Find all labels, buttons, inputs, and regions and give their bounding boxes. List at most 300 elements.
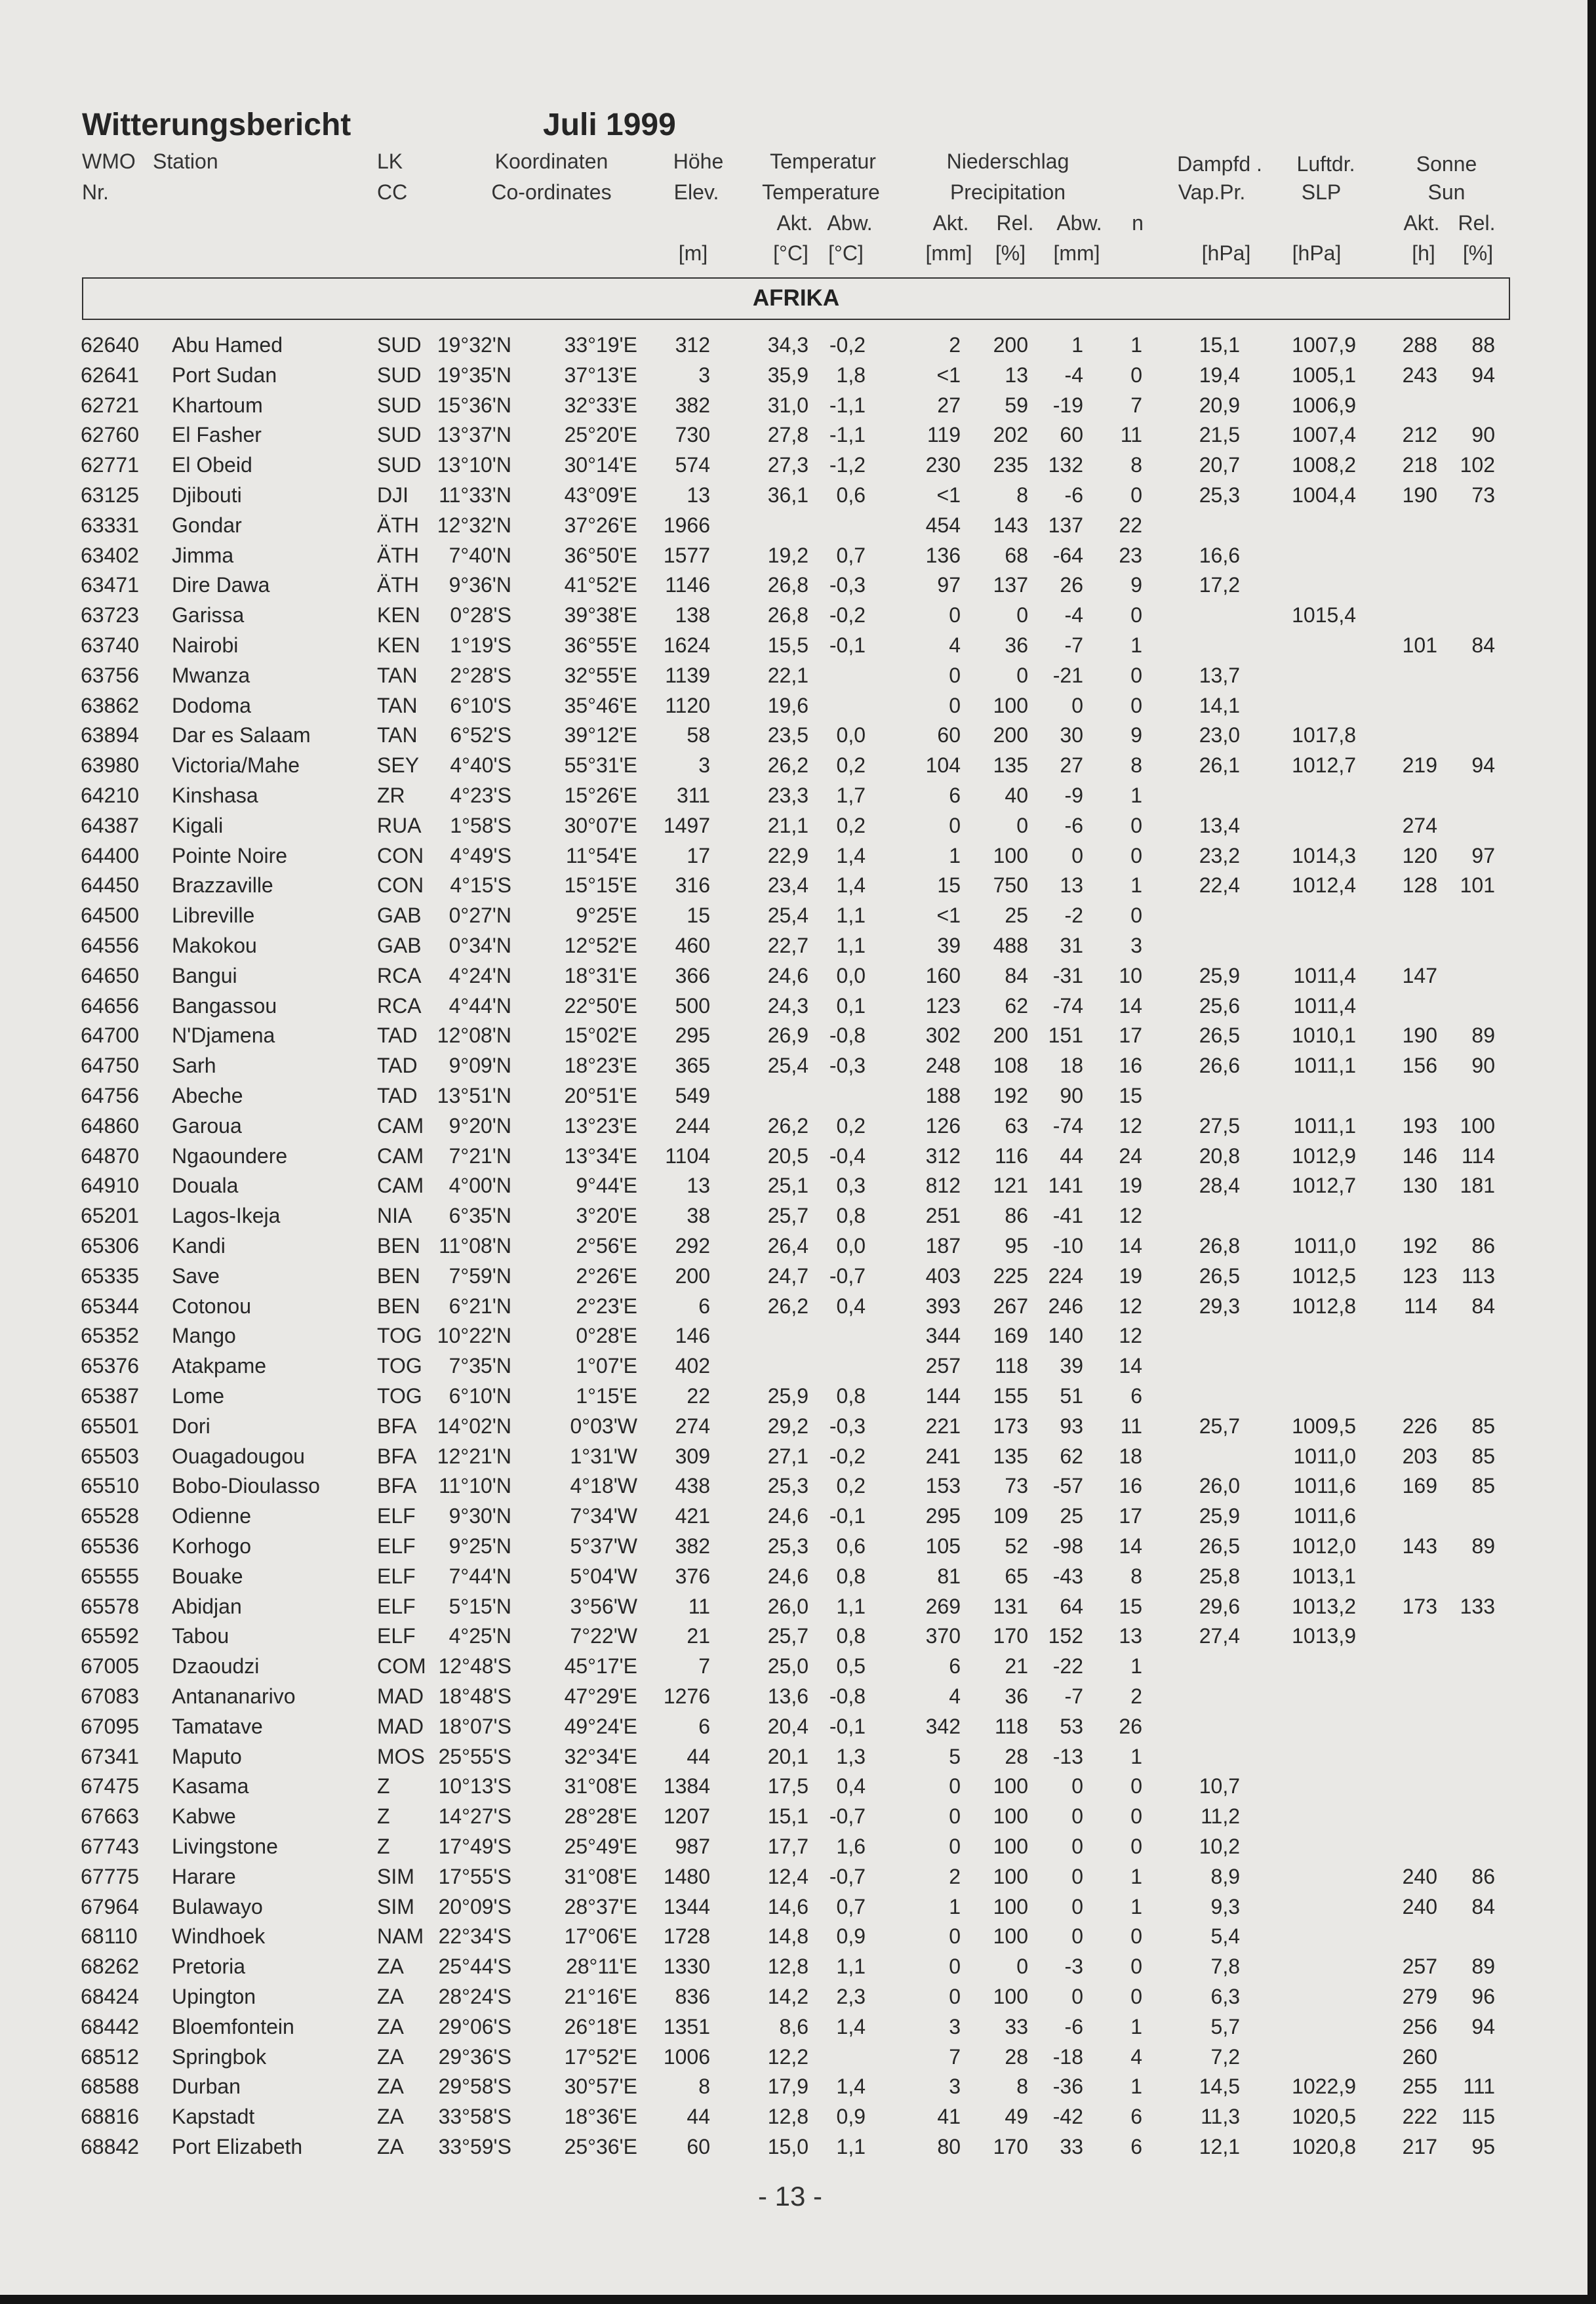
cell-t-abw: 1,4 xyxy=(836,873,866,898)
cell-p-abw: 90 xyxy=(1060,1084,1083,1107)
cell-t-akt: 21,1 xyxy=(767,813,808,837)
cell-sun-rel: 115 xyxy=(1461,2105,1495,2129)
cell-n: 2 xyxy=(1130,1684,1142,1708)
cell-sun: 288 xyxy=(1402,333,1437,357)
cell-elev: 146 xyxy=(675,1324,710,1348)
cell-lon: 2°23'E xyxy=(576,1294,637,1318)
cell-lat: 0°34'N xyxy=(449,934,511,957)
cell-vap: 25,9 xyxy=(1199,1504,1240,1528)
cell-lk: ZA xyxy=(377,2044,404,2069)
cell-p-akt: 6 xyxy=(949,1654,961,1678)
cell-t-abw: -0,1 xyxy=(829,633,866,657)
cell-lk: SEY xyxy=(377,753,420,778)
cell-lon: 28°37'E xyxy=(564,1894,637,1918)
cell-nr: 64750 xyxy=(81,1054,139,1078)
cell-p-abw: -43 xyxy=(1052,1564,1083,1588)
cell-p-rel: 200 xyxy=(993,333,1028,357)
cell-vap: 15,1 xyxy=(1199,333,1240,357)
cell-n: 8 xyxy=(1130,1564,1142,1588)
cell-t-akt: 27,1 xyxy=(767,1444,808,1468)
cell-t-abw: -0,7 xyxy=(829,1864,866,1888)
cell-p-abw: -36 xyxy=(1052,2075,1083,2099)
cell-sun-rel: 85 xyxy=(1471,1444,1495,1468)
cell-slp: 1012,5 xyxy=(1292,1263,1356,1288)
cell-sun: 123 xyxy=(1402,1263,1437,1288)
cell-p-abw: 0 xyxy=(1071,1924,1083,1949)
cell-p-akt: 241 xyxy=(925,1444,961,1468)
cell-n: 12 xyxy=(1119,1113,1142,1138)
table-row xyxy=(0,1081,1587,1111)
cell-t-akt: 25,3 xyxy=(767,1474,808,1498)
cell-t-akt: 36,1 xyxy=(767,483,808,507)
cell-sun: 218 xyxy=(1402,453,1437,477)
cell-p-abw: 53 xyxy=(1060,1714,1083,1738)
cell-sun-rel: 102 xyxy=(1460,453,1495,477)
cell-lon: 32°33'E xyxy=(564,393,637,417)
cell-lk: BFA xyxy=(377,1474,417,1498)
cell-lat: 4°23'S xyxy=(450,784,511,807)
cell-elev: 365 xyxy=(675,1054,710,1078)
cell-p-abw: -64 xyxy=(1052,543,1083,567)
cell-station: Dire Dawa xyxy=(172,573,270,597)
header-precip-rel-unit: [%] xyxy=(995,241,1026,265)
cell-lat: 12°21'N xyxy=(437,1444,511,1468)
cell-nr: 65578 xyxy=(81,1594,139,1618)
cell-p-rel: 33 xyxy=(1005,2014,1028,2038)
table-row xyxy=(0,690,1587,721)
cell-vap: 27,4 xyxy=(1199,1624,1240,1648)
cell-lk: RUA xyxy=(377,813,422,837)
cell-t-akt: 25,3 xyxy=(767,1534,808,1558)
cell-vap: 5,7 xyxy=(1210,2014,1240,2038)
cell-p-akt: 0 xyxy=(949,1955,961,1979)
cell-sun-rel: 73 xyxy=(1471,483,1495,507)
cell-lat: 0°28'S xyxy=(450,603,511,627)
cell-nr: 62640 xyxy=(81,333,139,357)
cell-p-rel: 109 xyxy=(993,1504,1028,1528)
table-row xyxy=(0,2071,1587,2101)
cell-nr: 68816 xyxy=(81,2105,139,2129)
cell-p-abw: -42 xyxy=(1052,2105,1083,2129)
cell-lon: 3°56'W xyxy=(570,1594,637,1618)
cell-lk: BEN xyxy=(377,1294,420,1318)
cell-p-abw: -31 xyxy=(1052,963,1083,987)
cell-t-abw: 1,4 xyxy=(836,843,866,867)
cell-n: 6 xyxy=(1130,2135,1142,2158)
cell-lat: 19°32'N xyxy=(437,333,511,357)
cell-elev: 15 xyxy=(687,904,710,928)
header-slp-unit: [hPa] xyxy=(1292,241,1342,265)
cell-p-akt: <1 xyxy=(936,483,961,507)
cell-p-akt: 3 xyxy=(949,2075,961,2099)
cell-p-abw: -3 xyxy=(1064,1955,1083,1979)
cell-lon: 26°18'E xyxy=(564,2014,637,2038)
cell-t-akt: 12,4 xyxy=(767,1864,808,1888)
header-sun-akt: Akt. xyxy=(1403,211,1440,235)
cell-t-akt: 27,3 xyxy=(767,453,808,477)
cell-station: Windhoek xyxy=(172,1924,266,1949)
cell-nr: 62760 xyxy=(81,423,139,447)
cell-lat: 4°15'S xyxy=(450,873,511,898)
cell-lat: 7°44'N xyxy=(449,1564,511,1588)
table-row xyxy=(0,930,1587,961)
table-row xyxy=(0,1771,1587,1801)
cell-sun-rel: 84 xyxy=(1471,1294,1495,1318)
header-station: Station xyxy=(153,149,218,173)
cell-t-akt: 25,4 xyxy=(767,1054,808,1078)
cell-p-rel: 36 xyxy=(1005,1684,1028,1708)
cell-p-rel: 0 xyxy=(1016,663,1028,687)
cell-elev: 1351 xyxy=(663,2014,710,2038)
cell-nr: 63402 xyxy=(81,543,139,567)
cell-p-abw: 93 xyxy=(1060,1414,1083,1438)
cell-nr: 63894 xyxy=(81,723,139,747)
cell-t-akt: 19,6 xyxy=(767,693,808,717)
cell-lon: 28°28'E xyxy=(564,1804,637,1829)
cell-vap: 27,5 xyxy=(1199,1113,1240,1138)
cell-sun-rel: 94 xyxy=(1471,2014,1495,2038)
cell-lk: ELF xyxy=(377,1624,416,1648)
cell-p-abw: 27 xyxy=(1060,753,1083,778)
cell-lat: 13°51'N xyxy=(437,1084,511,1107)
table-row xyxy=(0,1681,1587,1711)
cell-elev: 1966 xyxy=(663,513,710,537)
cell-lat: 4°24'N xyxy=(449,963,511,987)
cell-lat: 17°49'S xyxy=(438,1835,511,1858)
cell-lk: CAM xyxy=(377,1113,424,1138)
cell-t-abw: 0,7 xyxy=(836,1894,866,1918)
cell-n: 7 xyxy=(1130,393,1142,417)
cell-lat: 9°36'N xyxy=(449,573,511,597)
cell-elev: 17 xyxy=(687,843,710,867)
cell-p-abw: 151 xyxy=(1048,1023,1083,1048)
table-row xyxy=(0,1981,1587,2012)
cell-vap: 23,0 xyxy=(1199,723,1240,747)
table-row xyxy=(0,1711,1587,1741)
cell-n: 0 xyxy=(1130,1955,1142,1979)
cell-t-abw: 0,6 xyxy=(836,483,866,507)
cell-t-akt: 13,6 xyxy=(767,1684,808,1708)
cell-nr: 65344 xyxy=(81,1294,139,1318)
cell-p-abw: -10 xyxy=(1052,1234,1083,1258)
cell-lk: CAM xyxy=(377,1143,424,1168)
cell-sun-rel: 84 xyxy=(1471,1894,1495,1918)
table-row xyxy=(0,630,1587,660)
cell-t-akt: 25,0 xyxy=(767,1654,808,1678)
cell-lat: 4°44'N xyxy=(449,993,511,1018)
cell-nr: 64656 xyxy=(81,993,139,1018)
cell-t-abw: 0,2 xyxy=(836,813,866,837)
cell-p-rel: 36 xyxy=(1005,633,1028,657)
cell-station: Lagos-Ikeja xyxy=(172,1204,281,1228)
cell-lon: 31°08'E xyxy=(564,1774,637,1798)
cell-p-rel: 100 xyxy=(993,1985,1028,2008)
cell-n: 4 xyxy=(1130,2044,1142,2069)
cell-t-akt: 20,5 xyxy=(767,1143,808,1168)
cell-sun: 192 xyxy=(1402,1234,1437,1258)
cell-lk: NIA xyxy=(377,1204,412,1228)
cell-lon: 28°11'E xyxy=(565,1955,637,1979)
cell-p-abw: -74 xyxy=(1052,1113,1083,1138)
cell-t-abw: 0,0 xyxy=(836,723,866,747)
cell-lat: 7°59'N xyxy=(449,1263,511,1288)
cell-t-abw: 0,8 xyxy=(836,1564,866,1588)
cell-p-akt: 454 xyxy=(925,513,961,537)
cell-nr: 63723 xyxy=(81,603,139,627)
cell-station: Kabwe xyxy=(172,1804,236,1829)
cell-lk: ÄTH xyxy=(377,573,419,597)
cell-nr: 64450 xyxy=(81,873,139,898)
table-row xyxy=(0,1201,1587,1231)
cell-p-akt: 119 xyxy=(927,423,961,447)
cell-p-akt: 0 xyxy=(949,603,961,627)
cell-vap: 14,5 xyxy=(1199,2075,1240,2099)
cell-t-abw: -0,1 xyxy=(829,1504,866,1528)
cell-p-abw: 141 xyxy=(1048,1174,1083,1198)
cell-slp: 1004,4 xyxy=(1292,483,1356,507)
header-slp: SLP xyxy=(1301,180,1342,204)
cell-t-abw: 0,0 xyxy=(836,1234,866,1258)
cell-nr: 65335 xyxy=(81,1263,139,1288)
cell-station: Abidjan xyxy=(172,1594,242,1618)
cell-lon: 36°55'E xyxy=(564,633,637,657)
table-row xyxy=(0,390,1587,420)
cell-t-akt: 14,8 xyxy=(767,1924,808,1949)
cell-nr: 65510 xyxy=(81,1474,139,1498)
cell-lk: SUD xyxy=(377,423,422,447)
cell-nr: 65201 xyxy=(81,1204,139,1228)
cell-lk: RCA xyxy=(377,993,422,1018)
cell-elev: 309 xyxy=(675,1444,710,1468)
cell-lk: NAM xyxy=(377,1924,424,1949)
cell-lk: CON xyxy=(377,873,424,898)
table-row xyxy=(0,780,1587,810)
cell-elev: 311 xyxy=(676,784,710,807)
cell-station: Durban xyxy=(172,2075,241,2099)
cell-elev: 274 xyxy=(675,1414,710,1438)
cell-p-akt: 41 xyxy=(937,2105,961,2129)
cell-slp: 1006,9 xyxy=(1292,393,1356,417)
cell-t-akt: 26,4 xyxy=(767,1234,808,1258)
cell-lat: 17°55'S xyxy=(438,1864,511,1888)
cell-t-abw: 1,7 xyxy=(836,784,866,807)
table-row xyxy=(0,1861,1587,1892)
cell-n: 6 xyxy=(1130,1384,1142,1408)
cell-t-abw: 1,1 xyxy=(836,934,866,957)
cell-p-akt: 344 xyxy=(925,1324,961,1348)
cell-sun-rel: 85 xyxy=(1471,1474,1495,1498)
cell-p-akt: 6 xyxy=(949,784,961,807)
cell-sun: 243 xyxy=(1402,363,1437,387)
table-row xyxy=(0,1020,1587,1050)
cell-slp: 1011,4 xyxy=(1293,993,1356,1018)
cell-elev: 3 xyxy=(698,363,710,387)
cell-lon: 0°28'E xyxy=(576,1324,637,1348)
cell-p-abw: 26 xyxy=(1060,573,1083,597)
cell-lon: 13°23'E xyxy=(564,1113,637,1138)
cell-p-rel: 28 xyxy=(1005,2044,1028,2069)
cell-t-abw: 0,3 xyxy=(836,1174,866,1198)
cell-sun-rel: 86 xyxy=(1471,1864,1495,1888)
cell-lk: ZA xyxy=(377,2075,404,2099)
cell-nr: 65555 xyxy=(81,1564,139,1588)
table-row xyxy=(0,570,1587,600)
cell-p-rel: 86 xyxy=(1005,1204,1028,1228)
cell-elev: 1207 xyxy=(663,1804,710,1829)
table-row xyxy=(0,1651,1587,1681)
cell-t-akt: 23,5 xyxy=(767,723,808,747)
header-vap-unit: [hPa] xyxy=(1201,241,1251,265)
table-row xyxy=(0,330,1587,360)
table-row xyxy=(0,1141,1587,1171)
cell-nr: 64700 xyxy=(81,1023,139,1048)
cell-nr: 63331 xyxy=(81,513,139,537)
cell-p-rel: 25 xyxy=(1005,904,1028,928)
cell-nr: 67341 xyxy=(81,1744,139,1768)
cell-nr: 63862 xyxy=(81,693,139,717)
cell-t-akt: 17,9 xyxy=(767,2075,808,2099)
cell-lon: 9°44'E xyxy=(576,1174,637,1198)
cell-sun: 169 xyxy=(1402,1474,1437,1498)
cell-lk: TOG xyxy=(377,1324,422,1348)
cell-elev: 316 xyxy=(675,873,710,898)
cell-p-rel: 170 xyxy=(993,2135,1028,2158)
table-row xyxy=(0,450,1587,480)
cell-p-rel: 200 xyxy=(993,723,1028,747)
cell-n: 11 xyxy=(1120,423,1142,447)
cell-n: 22 xyxy=(1119,513,1142,537)
cell-p-abw: 246 xyxy=(1048,1294,1083,1318)
cell-station: Upington xyxy=(172,1985,256,2008)
cell-t-akt: 26,2 xyxy=(767,1294,808,1318)
cell-t-abw: -0,8 xyxy=(829,1023,866,1048)
table-row xyxy=(0,1381,1587,1411)
cell-vap: 8,9 xyxy=(1210,1864,1240,1888)
cell-sun: 130 xyxy=(1402,1174,1437,1198)
cell-t-abw: 0,8 xyxy=(836,1384,866,1408)
cell-slp: 1007,9 xyxy=(1292,333,1356,357)
cell-lon: 22°50'E xyxy=(564,993,637,1018)
table-row xyxy=(0,600,1587,630)
cell-elev: 382 xyxy=(675,1534,710,1558)
cell-lat: 6°10'N xyxy=(449,1384,511,1408)
cell-t-abw: 0,8 xyxy=(836,1624,866,1648)
cell-sun: 190 xyxy=(1402,483,1437,507)
cell-slp: 1012,8 xyxy=(1292,1294,1356,1318)
table-row xyxy=(0,1411,1587,1441)
cell-p-rel: 59 xyxy=(1005,393,1028,417)
cell-lat: 9°09'N xyxy=(449,1054,511,1078)
cell-p-rel: 73 xyxy=(1005,1474,1028,1498)
table-row xyxy=(0,1621,1587,1651)
cell-vap: 10,7 xyxy=(1199,1774,1240,1798)
cell-vap: 21,5 xyxy=(1199,423,1240,447)
cell-p-rel: 100 xyxy=(993,1864,1028,1888)
cell-p-abw: 13 xyxy=(1060,873,1083,898)
cell-p-abw: -7 xyxy=(1064,1684,1083,1708)
cell-lon: 25°20'E xyxy=(564,423,637,447)
table-row xyxy=(0,510,1587,540)
cell-p-akt: 0 xyxy=(949,693,961,717)
cell-p-abw: 25 xyxy=(1060,1504,1083,1528)
cell-p-akt: 269 xyxy=(925,1594,961,1618)
cell-p-abw: -98 xyxy=(1052,1534,1083,1558)
cell-nr: 64500 xyxy=(81,904,139,928)
cell-lon: 1°15'E xyxy=(576,1384,637,1408)
cell-station: Odienne xyxy=(172,1504,251,1528)
cell-lat: 0°27'N xyxy=(449,904,511,928)
cell-lat: 14°27'S xyxy=(438,1804,511,1829)
cell-n: 14 xyxy=(1119,1354,1142,1378)
cell-p-akt: 0 xyxy=(949,813,961,837)
cell-elev: 13 xyxy=(687,483,710,507)
cell-nr: 68442 xyxy=(81,2014,139,2038)
cell-p-rel: 0 xyxy=(1016,603,1028,627)
cell-p-abw: 64 xyxy=(1060,1594,1083,1618)
table-row xyxy=(0,1441,1587,1471)
cell-p-akt: 393 xyxy=(925,1294,961,1318)
cell-t-abw: -1,1 xyxy=(829,393,866,417)
cell-p-abw: 0 xyxy=(1071,1985,1083,2008)
cell-slp: 1013,1 xyxy=(1292,1564,1356,1588)
cell-n: 17 xyxy=(1119,1023,1142,1048)
header-nr: Nr. xyxy=(82,180,109,204)
cell-p-abw: -2 xyxy=(1064,904,1083,928)
cell-nr: 64910 xyxy=(81,1174,139,1198)
cell-lk: Z xyxy=(377,1835,390,1858)
cell-lon: 25°49'E xyxy=(564,1835,637,1858)
cell-lat: 1°58'S xyxy=(450,813,511,837)
header-luftdr: Luftdr. xyxy=(1296,152,1355,176)
cell-station: Dori xyxy=(172,1414,210,1438)
cell-p-rel: 8 xyxy=(1016,2075,1028,2099)
header-precip-rel: Rel. xyxy=(996,211,1034,235)
cell-station: Bloemfontein xyxy=(172,2014,294,2038)
cell-station: Antananarivo xyxy=(172,1684,296,1708)
cell-elev: 1120 xyxy=(665,693,710,717)
cell-lon: 11°54'E xyxy=(565,843,637,867)
table-row xyxy=(0,1801,1587,1831)
cell-t-akt: 35,9 xyxy=(767,363,808,387)
cell-p-rel: 118 xyxy=(994,1354,1028,1378)
cell-vap: 12,1 xyxy=(1199,2135,1240,2158)
cell-vap: 25,7 xyxy=(1199,1414,1240,1438)
cell-n: 0 xyxy=(1130,904,1142,928)
cell-sun-rel: 113 xyxy=(1461,1263,1495,1288)
header-coordinates: Co-ordinates xyxy=(491,180,612,204)
cell-p-rel: 192 xyxy=(993,1084,1028,1107)
table-row xyxy=(0,1321,1587,1351)
cell-elev: 1577 xyxy=(663,543,710,567)
header-precip-akt: Akt. xyxy=(932,211,969,235)
cell-t-abw: 0,5 xyxy=(836,1654,866,1678)
cell-p-rel: 100 xyxy=(993,693,1028,717)
cell-p-rel: 137 xyxy=(993,573,1028,597)
cell-lon: 17°06'E xyxy=(564,1924,637,1949)
cell-lon: 2°26'E xyxy=(576,1263,637,1288)
cell-lk: TAN xyxy=(377,663,418,687)
cell-p-rel: 40 xyxy=(1005,784,1028,807)
cell-p-abw: -22 xyxy=(1052,1654,1083,1678)
cell-sun-rel: 88 xyxy=(1471,333,1495,357)
region-label: AFRIKA xyxy=(752,285,840,311)
cell-station: El Obeid xyxy=(172,453,252,477)
table-row xyxy=(0,841,1587,871)
cell-lat: 12°48'S xyxy=(438,1654,511,1678)
cell-elev: 6 xyxy=(698,1294,710,1318)
cell-station: Save xyxy=(172,1263,220,1288)
cell-sun-rel: 133 xyxy=(1460,1594,1495,1618)
